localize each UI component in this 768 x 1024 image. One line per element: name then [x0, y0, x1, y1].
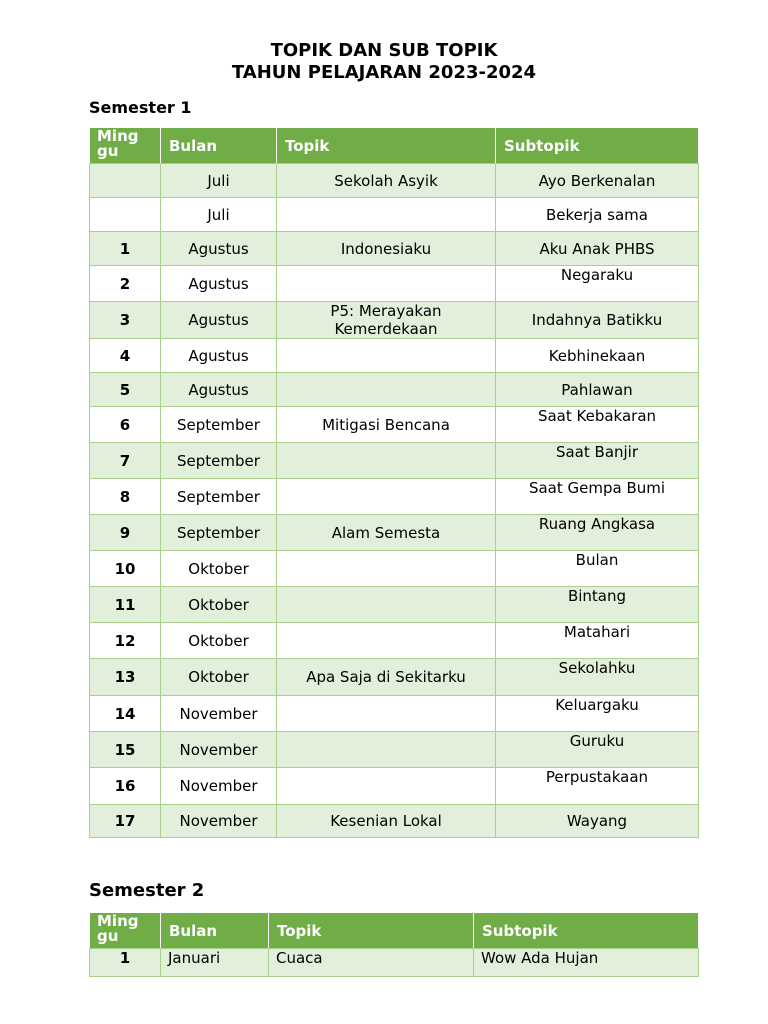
table-row — [90, 805, 699, 838]
cell-week: 8 — [90, 479, 161, 515]
cell-week: 15 — [90, 732, 161, 768]
cell-week: 2 — [90, 266, 161, 302]
cell-week: 17 — [90, 805, 161, 838]
cell-topic — [277, 198, 496, 232]
cell-subtopic: Bulan — [496, 551, 699, 587]
table-row — [90, 302, 699, 339]
table-row — [90, 732, 699, 768]
table-row — [90, 232, 699, 266]
cell-topic — [277, 479, 496, 515]
semester-2-table — [89, 912, 699, 977]
header-subtopic: Subtopik — [496, 128, 699, 164]
cell-subtopic: Kebhinekaan — [496, 339, 699, 373]
cell-topic — [277, 266, 496, 302]
cell-subtopic: Indahnya Batikku — [496, 302, 699, 339]
header-month: Bulan — [161, 128, 277, 164]
cell-week: 14 — [90, 696, 161, 732]
document-subtitle: TAHUN PELAJARAN 2023-2024 — [231, 62, 537, 83]
cell-month: November — [161, 805, 277, 838]
cell-subtopic: Wow Ada Hujan — [474, 949, 699, 977]
semester-1-table — [89, 127, 699, 838]
cell-month: Januari — [161, 949, 269, 977]
cell-month: Agustus — [161, 302, 277, 339]
header-subtopic: Subtopik — [474, 913, 699, 949]
header-topic: Topik — [277, 128, 496, 164]
cell-subtopic: Perpustakaan — [496, 768, 699, 805]
cell-subtopic: Pahlawan — [496, 373, 699, 407]
cell-topic — [277, 551, 496, 587]
cell-topic — [277, 587, 496, 623]
cell-week: 7 — [90, 443, 161, 479]
cell-subtopic: Saat Gempa Bumi — [496, 479, 699, 515]
cell-month: September — [161, 407, 277, 443]
cell-topic — [277, 696, 496, 732]
cell-month: Juli — [161, 164, 277, 198]
table-row — [90, 587, 699, 623]
header-month: Bulan — [161, 913, 269, 949]
cell-week: 1 — [90, 949, 161, 977]
cell-subtopic: Sekolahku — [496, 659, 699, 696]
cell-month: September — [161, 479, 277, 515]
cell-topic: Alam Semesta — [277, 515, 496, 551]
cell-month: September — [161, 515, 277, 551]
cell-subtopic: Aku Anak PHBS — [496, 232, 699, 266]
cell-week: 1 — [90, 232, 161, 266]
cell-subtopic: Guruku — [496, 732, 699, 768]
cell-month: Oktober — [161, 623, 277, 659]
cell-topic — [277, 443, 496, 479]
cell-subtopic: Bekerja sama — [496, 198, 699, 232]
table-row — [90, 407, 699, 443]
cell-month: Agustus — [161, 266, 277, 302]
cell-topic: Sekolah Asyik — [277, 164, 496, 198]
table-row — [90, 515, 699, 551]
cell-topic: Indonesiaku — [277, 232, 496, 266]
cell-topic: Apa Saja di Sekitarku — [277, 659, 496, 696]
header-week: Ming gu — [90, 913, 161, 949]
cell-month: November — [161, 696, 277, 732]
cell-week — [90, 164, 161, 198]
table-row — [90, 164, 699, 198]
table-row — [90, 949, 699, 977]
cell-month: Agustus — [161, 339, 277, 373]
cell-topic — [277, 623, 496, 659]
cell-topic: Mitigasi Bencana — [277, 407, 496, 443]
cell-week: 6 — [90, 407, 161, 443]
cell-month: Oktober — [161, 551, 277, 587]
table-row — [90, 443, 699, 479]
cell-month: Juli — [161, 198, 277, 232]
cell-week: 9 — [90, 515, 161, 551]
table-row — [90, 266, 699, 302]
table-row — [90, 198, 699, 232]
cell-week: 13 — [90, 659, 161, 696]
cell-week: 3 — [90, 302, 161, 339]
cell-subtopic: Ruang Angkasa — [496, 515, 699, 551]
cell-week: 4 — [90, 339, 161, 373]
cell-subtopic: Saat Kebakaran — [496, 407, 699, 443]
cell-week: 10 — [90, 551, 161, 587]
table-row — [90, 479, 699, 515]
cell-month: November — [161, 732, 277, 768]
cell-subtopic: Bintang — [496, 587, 699, 623]
cell-week: 12 — [90, 623, 161, 659]
cell-subtopic: Negaraku — [496, 266, 699, 302]
cell-month: Oktober — [161, 587, 277, 623]
cell-subtopic: Saat Banjir — [496, 443, 699, 479]
document-title: TOPIK DAN SUB TOPIK — [270, 40, 498, 61]
cell-topic: Cuaca — [269, 949, 474, 977]
cell-subtopic: Ayo Berkenalan — [496, 164, 699, 198]
table-row — [90, 768, 699, 805]
table-row — [90, 623, 699, 659]
cell-topic — [277, 373, 496, 407]
cell-month: Agustus — [161, 373, 277, 407]
table-row — [90, 373, 699, 407]
cell-subtopic: Matahari — [496, 623, 699, 659]
header-week: Ming gu — [90, 128, 161, 164]
cell-week: 16 — [90, 768, 161, 805]
header-topic: Topik — [269, 913, 474, 949]
cell-topic: Kesenian Lokal — [277, 805, 496, 838]
cell-week — [90, 198, 161, 232]
table-row — [90, 696, 699, 732]
cell-subtopic: Keluargaku — [496, 696, 699, 732]
cell-month: September — [161, 443, 277, 479]
table-row — [90, 551, 699, 587]
cell-topic — [277, 732, 496, 768]
table-row — [90, 659, 699, 696]
semester-2-heading: Semester 2 — [89, 880, 205, 901]
cell-week: 5 — [90, 373, 161, 407]
cell-topic — [277, 339, 496, 373]
semester-1-heading: Semester 1 — [89, 98, 192, 117]
table-row — [90, 339, 699, 373]
cell-subtopic: Wayang — [496, 805, 699, 838]
cell-topic: P5: Merayakan Kemerdekaan — [277, 302, 496, 339]
cell-week: 11 — [90, 587, 161, 623]
cell-month: Agustus — [161, 232, 277, 266]
cell-month: November — [161, 768, 277, 805]
cell-topic — [277, 768, 496, 805]
cell-month: Oktober — [161, 659, 277, 696]
